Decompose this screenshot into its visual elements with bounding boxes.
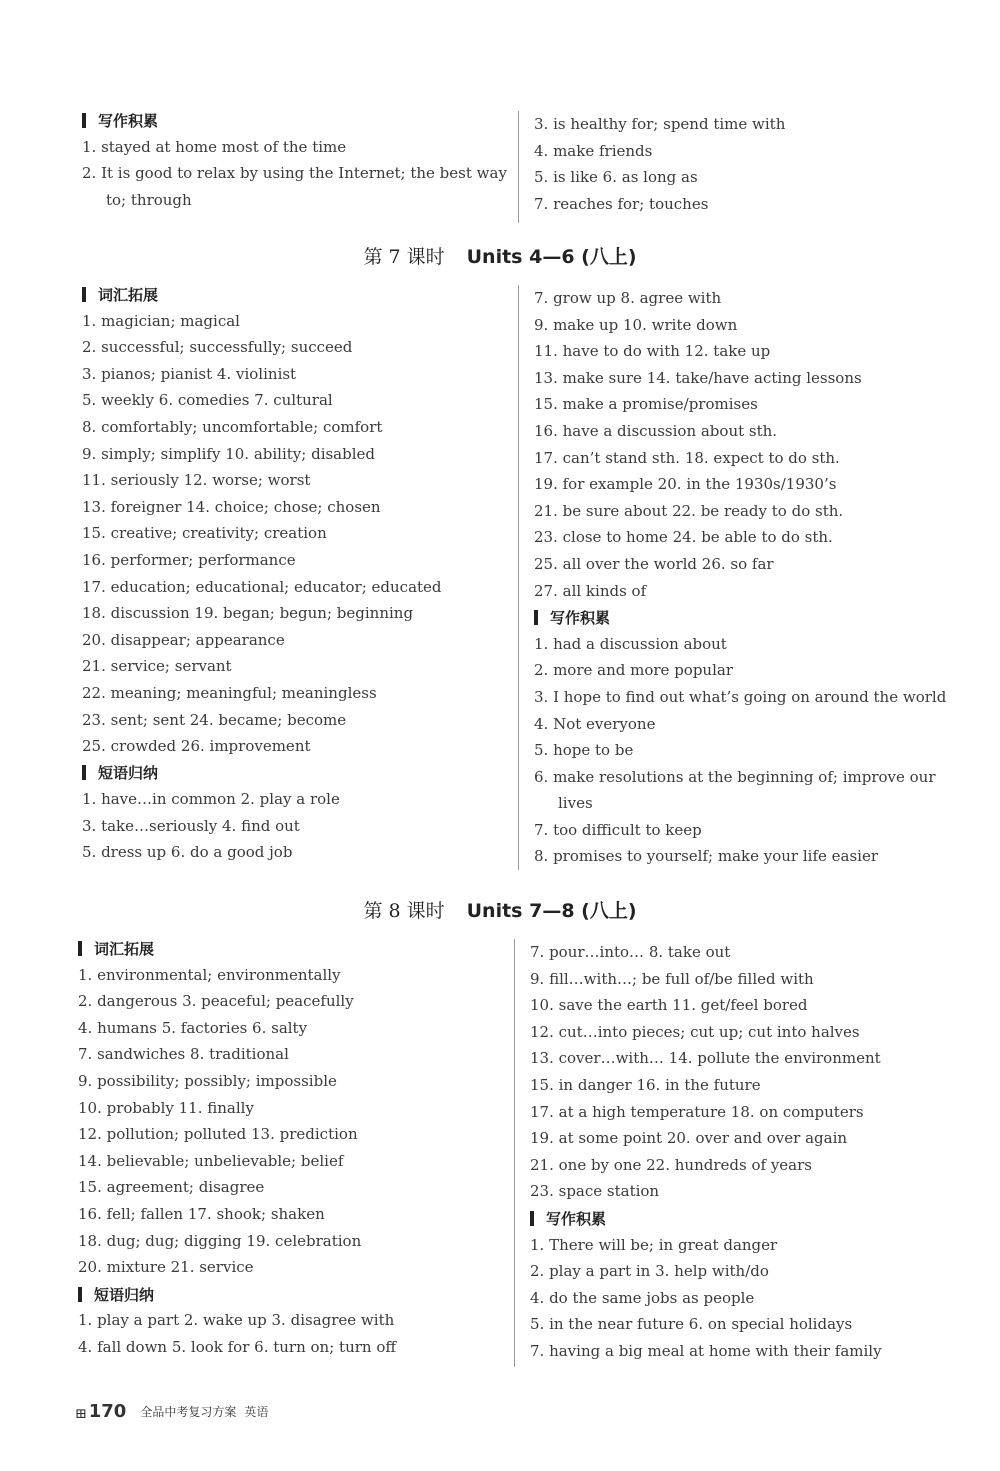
answer-line: 2. dangerous 3. peaceful; peacefully xyxy=(78,992,354,1011)
answer-line: 7. having a big meal at home with their family xyxy=(530,1341,882,1360)
lesson-7-title xyxy=(0,242,1000,272)
answer-line: 13. cover…with… 14. pollute the environment xyxy=(530,1049,881,1068)
lesson-units: Units 4—6 (八上) xyxy=(466,246,637,268)
answer-line: 4. Not everyone xyxy=(534,714,656,733)
answer-line: 2. more and more popular xyxy=(534,661,733,680)
answer-line: 5. dress up 6. do a good job xyxy=(82,843,293,862)
answer-line: 17. at a high temperature 18. on computers xyxy=(530,1102,864,1121)
lesson-7-right-column xyxy=(534,285,974,870)
section-heading-text: 短语归纳 xyxy=(94,1285,155,1304)
answer-line: 23. close to home 24. be able to do sth. xyxy=(534,528,833,547)
answer-line: 8. promises to yourself; make your life easier xyxy=(534,847,879,866)
answer-line: 5. weekly 6. comedies 7. cultural xyxy=(82,391,333,410)
answer-line: 15. creative; creativity; creation xyxy=(82,524,327,543)
top-block xyxy=(0,107,1000,227)
answer-line: 9. make up 10. write down xyxy=(534,315,738,334)
answer-line: 14. believable; unbelievable; belief xyxy=(78,1151,344,1170)
answer-line: 5. hope to be xyxy=(534,741,634,760)
answer-line: 7. sandwiches 8. traditional xyxy=(78,1045,289,1064)
section-heading xyxy=(78,935,508,962)
answer-line: 16. have a discussion about sth. xyxy=(534,421,778,440)
answer-line: 15. agreement; disagree xyxy=(78,1178,265,1197)
heading-bar-icon xyxy=(530,1211,534,1226)
column-divider xyxy=(514,939,515,1367)
answer-line: 9. possibility; possibly; impossible xyxy=(78,1071,337,1090)
answer-line: 17. education; educational; educator; educated xyxy=(82,577,442,596)
answer-line: to; through xyxy=(106,190,192,209)
answer-line: 13. foreigner 14. choice; chose; chosen xyxy=(82,497,381,516)
answer-line: 2. It is good to relax by using the Internet; the best way xyxy=(82,164,507,183)
answer-line: 11. seriously 12. worse; worst xyxy=(82,471,311,490)
answer-line: 7. reaches for; touches xyxy=(534,194,709,213)
answer-line: 10. probably 11. finally xyxy=(78,1098,254,1117)
answer-line: 9. simply; simplify 10. ability; disabled xyxy=(82,444,376,463)
answer-line: 1. stayed at home most of the time xyxy=(82,137,347,156)
answer-line: 4. humans 5. factories 6. salty xyxy=(78,1018,308,1037)
answer-line: 5. is like 6. as long as xyxy=(534,168,698,187)
lesson-number: 第 8 课时 xyxy=(363,900,445,922)
answer-line: 20. mixture 21. service xyxy=(78,1258,254,1277)
answer-line: 8. comfortably; uncomfortable; comfort xyxy=(82,417,383,436)
heading-bar-icon xyxy=(82,765,86,780)
answer-line: 21. be sure about 22. be ready to do sth. xyxy=(534,501,844,520)
book-title: 全品中考复习方案 xyxy=(140,1405,237,1419)
answer-line: 10. save the earth 11. get/feel bored xyxy=(530,996,808,1015)
answer-line: 23. sent; sent 24. became; become xyxy=(82,710,347,729)
answer-line: 15. in danger 16. in the future xyxy=(530,1075,761,1094)
answer-line: 3. take…seriously 4. find out xyxy=(82,816,300,835)
lesson-8-title xyxy=(0,896,1000,926)
answer-line: 19. for example 20. in the 1930s/1930’s xyxy=(534,475,837,494)
answer-line: 1. play a part 2. wake up 3. disagree with xyxy=(78,1311,395,1330)
column-divider xyxy=(518,111,519,223)
answer-line: 22. meaning; meaningful; meaningless xyxy=(82,683,377,702)
answer-line: 21. service; servant xyxy=(82,657,232,676)
heading-bar-icon xyxy=(78,941,82,956)
top-right-lines xyxy=(534,111,964,217)
top-left-column xyxy=(82,107,512,213)
answer-line: 12. pollution; polluted 13. prediction xyxy=(78,1125,358,1144)
answer-line: 15. make a promise/promises xyxy=(534,395,758,414)
answer-line: 3. I hope to find out what’s going on around the world xyxy=(534,687,947,706)
answer-line: 20. disappear; appearance xyxy=(82,630,285,649)
answer-line: 2. play a part in 3. help with/do xyxy=(530,1262,769,1281)
answer-line: 7. too difficult to keep xyxy=(534,820,702,839)
section-heading-text: 词汇拓展 xyxy=(94,939,155,958)
heading-bar-icon xyxy=(534,610,538,625)
answer-line: 21. one by one 22. hundreds of years xyxy=(530,1155,812,1174)
column-divider xyxy=(518,285,519,870)
section-heading xyxy=(530,1205,970,1232)
answer-line: 18. discussion 19. began; begun; beginning xyxy=(82,604,414,623)
answer-line: 1. environmental; environmentally xyxy=(78,965,341,984)
answer-line: 19. at some point 20. over and over again xyxy=(530,1129,848,1148)
answer-line: 25. all over the world 26. so far xyxy=(534,554,774,573)
answer-line: 23. space station xyxy=(530,1182,660,1201)
answer-line: 1. There will be; in great danger xyxy=(530,1235,778,1254)
answer-line: 12. cut…into pieces; cut up; cut into halves xyxy=(530,1022,860,1041)
lesson-7-block xyxy=(0,281,1000,873)
answer-line: 3. pianos; pianist 4. violinist xyxy=(82,364,297,383)
section-heading-writing xyxy=(82,107,512,134)
answer-line: lives xyxy=(558,794,593,813)
answer-line: 1. had a discussion about xyxy=(534,634,727,653)
section-heading-text: 短语归纳 xyxy=(98,764,159,783)
section-heading xyxy=(534,604,974,631)
section-heading-text: 写作积累 xyxy=(550,608,611,627)
answer-line: 6. make resolutions at the beginning of; improve our xyxy=(534,767,936,786)
book-icon: ⊞ xyxy=(75,1406,87,1422)
answer-line: 4. fall down 5. look for 6. turn on; turn off xyxy=(78,1337,397,1356)
answer-line: 11. have to do with 12. take up xyxy=(534,342,771,361)
heading-bar-icon xyxy=(82,287,86,302)
answer-line: 1. magician; magical xyxy=(82,311,240,330)
lesson-8-right-column xyxy=(530,939,970,1365)
answer-line: 16. fell; fallen 17. shook; shaken xyxy=(78,1204,325,1223)
heading-bar-icon xyxy=(82,113,86,128)
heading-bar-icon xyxy=(78,1287,82,1302)
section-heading-text: 写作积累 xyxy=(98,111,159,130)
lesson-8-block xyxy=(0,935,1000,1370)
section-heading xyxy=(82,760,512,787)
answer-line: 25. crowded 26. improvement xyxy=(82,737,311,756)
answer-line: 9. fill…with…; be full of/be filled with xyxy=(530,969,814,988)
answer-line: 1. have…in common 2. play a role xyxy=(82,790,340,809)
answer-line: 16. performer; performance xyxy=(82,550,296,569)
section-heading-text: 写作积累 xyxy=(546,1209,607,1228)
section-heading-text: 词汇拓展 xyxy=(98,285,159,304)
lesson-7-left-column xyxy=(82,281,512,866)
answer-line: 7. pour…into… 8. take out xyxy=(530,943,731,961)
answer-line: 17. can’t stand sth. 18. expect to do sth. xyxy=(534,448,840,467)
top-right-column xyxy=(534,111,964,217)
section-heading xyxy=(82,281,512,308)
answer-line: 4. do the same jobs as people xyxy=(530,1288,755,1307)
page-footer xyxy=(75,1392,268,1422)
answer-line: 27. all kinds of xyxy=(534,581,647,600)
lesson-8-left-column xyxy=(78,935,508,1361)
page-number: 170 xyxy=(88,1401,127,1422)
answer-line: 7. grow up 8. agree with xyxy=(534,289,722,307)
answer-line: 5. in the near future 6. on special holidays xyxy=(530,1315,853,1334)
lesson-units: Units 7—8 (八上) xyxy=(466,900,637,922)
answer-line: 18. dug; dug; digging 19. celebration xyxy=(78,1231,362,1250)
lesson-number: 第 7 课时 xyxy=(363,246,445,268)
answer-line: 13. make sure 14. take/have acting lessons xyxy=(534,368,862,387)
answer-line: 4. make friends xyxy=(534,141,653,160)
section-heading xyxy=(78,1281,508,1308)
subject-label: 英语 xyxy=(244,1405,269,1419)
answer-line: 3. is healthy for; spend time with xyxy=(534,115,786,133)
answer-line: 2. successful; successfully; succeed xyxy=(82,338,353,357)
top-left-lines xyxy=(82,134,512,214)
